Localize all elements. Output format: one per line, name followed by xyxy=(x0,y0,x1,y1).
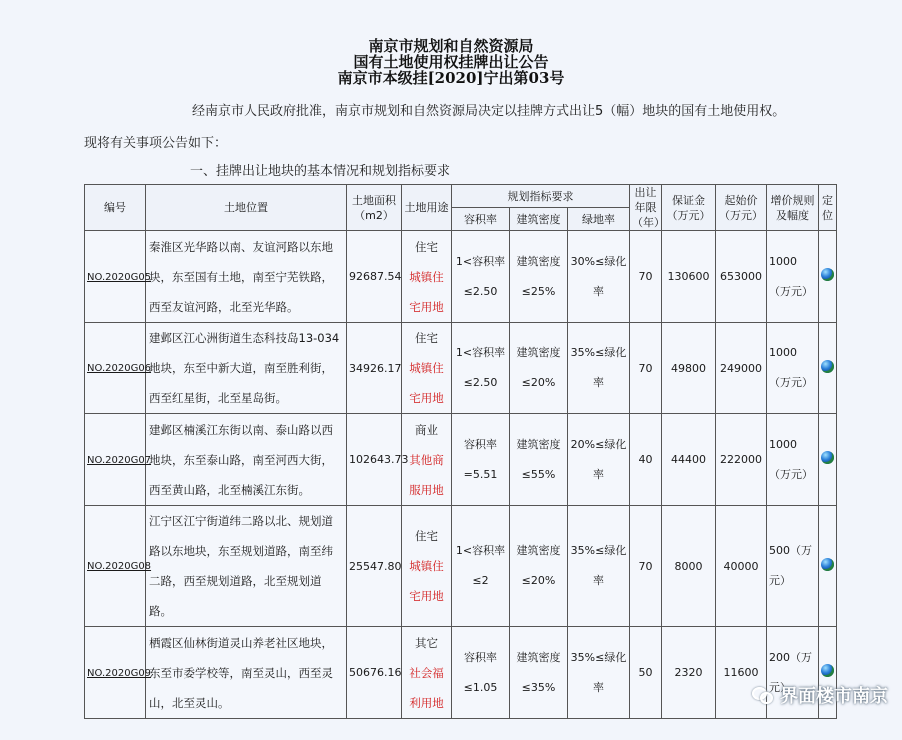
parcel-use xyxy=(402,506,452,627)
table-row xyxy=(85,323,837,414)
parcel-increment: 200（万元） xyxy=(767,627,819,719)
parcel-green: 30%≤绿化率 xyxy=(568,231,630,323)
parcel-far: 1<容积率≤2.50 xyxy=(452,231,510,323)
parcel-start-price: 222000 xyxy=(716,414,767,506)
parcel-far: 1<容积率≤2.50 xyxy=(452,323,510,414)
parcel-area: 50676.16 xyxy=(347,627,402,719)
parcel-deposit: 44400 xyxy=(662,414,716,506)
parcel-location: 栖霞区仙林街道灵山养老社区地块，东至市委学校等，南至灵山，西至灵山，北至灵山。 xyxy=(146,627,347,719)
header-code: 编号 xyxy=(85,185,146,231)
parcel-use xyxy=(402,231,452,323)
section-heading: 一、挂牌出让地块的基本情况和规划指标要求 xyxy=(190,164,451,179)
parcel-code[interactable] xyxy=(85,323,152,414)
parcel-area: 34926.17 xyxy=(347,323,402,414)
title-notice: 国有土地使用权挂牌出让公告 xyxy=(353,53,549,71)
parcel-use xyxy=(402,323,452,414)
table-row xyxy=(85,414,837,506)
header-plan-group: 规划指标要求 xyxy=(452,185,630,208)
parcel-location: 江宁区江宁街道纬二路以北、规划道路以东地块，东至规划道路，南至纬二路，西至规划道路，北至规划道路。 xyxy=(146,506,347,627)
parcel-density: 建筑密度≤25% xyxy=(510,231,568,323)
parcel-start-price: 249000 xyxy=(716,323,767,414)
parcel-increment: 1000（万元） xyxy=(767,231,819,323)
parcel-deposit: 8000 xyxy=(662,506,716,627)
parcel-green: 35%≤绿化率 xyxy=(568,506,630,627)
globe-icon[interactable] xyxy=(821,451,834,464)
parcel-far: 1<容积率≤2 xyxy=(452,506,510,627)
intro-approval: 经南京市人民政府批准，南京市规划和自然资源局决定以挂牌方式出让5（幅）地块的国有土地使用权。 xyxy=(192,104,786,119)
parcel-code[interactable] xyxy=(85,627,152,719)
parcel-deposit: 130600 xyxy=(662,231,716,323)
parcel-start-price: 40000 xyxy=(716,506,767,627)
parcel-start-price: 653000 xyxy=(716,231,767,323)
title-bureau: 南京市规划和自然资源局 xyxy=(368,37,534,55)
use-detail: 其他商服用地 xyxy=(409,452,444,497)
parcel-term: 50 xyxy=(630,627,662,719)
table-row xyxy=(85,231,837,323)
parcel-location: 建邺区楠溪江东街以南、泰山路以西地块，东至泰山路，南至河西大街，西至黄山路，北至楠溪江东街。 xyxy=(146,414,347,506)
parcel-density: 建筑密度≤55% xyxy=(510,414,568,506)
header-density: 建筑密度 xyxy=(510,208,568,231)
parcel-location: 建邺区江心洲街道生态科技岛13-034地块，东至中新大道，南至胜利街，西至红星街，北至星岛街。 xyxy=(146,323,347,414)
table-header-row xyxy=(85,185,837,208)
parcel-green: 20%≤绿化率 xyxy=(568,414,630,506)
parcel-locate[interactable] xyxy=(819,323,837,414)
intro-announce: 现将有关事项公告如下： xyxy=(84,136,228,151)
watermark xyxy=(752,682,888,708)
table-row xyxy=(85,627,837,719)
parcel-term: 40 xyxy=(630,414,662,506)
parcel-locate[interactable] xyxy=(819,506,837,627)
parcel-green: 35%≤绿化率 xyxy=(568,627,630,719)
use-detail: 城镇住宅用地 xyxy=(409,361,444,405)
notice-titles xyxy=(0,38,902,86)
parcel-use xyxy=(402,414,452,506)
use-detail: 城镇住宅用地 xyxy=(409,269,444,314)
parcel-term: 70 xyxy=(630,323,662,414)
header-use: 土地用途 xyxy=(402,185,452,231)
parcel-code-link[interactable]: NO.2020G08 xyxy=(87,561,152,572)
parcel-term: 70 xyxy=(630,506,662,627)
header-area: 土地面积（m2） xyxy=(347,185,402,231)
parcel-locate[interactable] xyxy=(819,231,837,323)
parcel-far: 容积率≤1.05 xyxy=(452,627,510,719)
parcel-density: 建筑密度≤20% xyxy=(510,323,568,414)
parcel-code-link[interactable]: NO.2020G05 xyxy=(87,271,152,283)
parcel-deposit: 49800 xyxy=(662,323,716,414)
parcel-increment: 1000（万元） xyxy=(767,323,819,414)
header-far: 容积率 xyxy=(452,208,510,231)
parcel-area: 92687.54 xyxy=(347,231,402,323)
use-detail: 社会福利用地 xyxy=(409,665,444,710)
parcel-deposit: 2320 xyxy=(662,627,716,719)
parcel-green: 35%≤绿化率 xyxy=(568,323,630,414)
parcel-location: 秦淮区光华路以南、友谊河路以东地块，东至国有土地，南至宁芜铁路，西至友谊河路，北至光华路。 xyxy=(146,231,347,323)
use-main: 住宅 xyxy=(415,239,438,254)
parcel-code-link[interactable]: NO.2020G07 xyxy=(87,454,152,466)
header-deposit: 保证金（万元） xyxy=(662,185,716,231)
header-location: 土地位置 xyxy=(146,185,347,231)
parcel-density: 建筑密度≤35% xyxy=(510,627,568,719)
parcel-code-link[interactable]: NO.2020G09 xyxy=(87,667,152,679)
header-increment: 增价规则及幅度 xyxy=(767,185,819,231)
parcel-increment: 1000（万元） xyxy=(767,414,819,506)
parcel-code-link[interactable]: NO.2020G06 xyxy=(87,363,152,374)
parcel-code[interactable] xyxy=(85,506,152,627)
use-main: 住宅 xyxy=(415,331,438,345)
use-main: 其它 xyxy=(415,635,438,650)
use-main: 商业 xyxy=(415,422,438,437)
parcel-area: 102643.73 xyxy=(347,414,402,506)
parcel-term: 70 xyxy=(630,231,662,323)
parcel-code[interactable] xyxy=(85,414,152,506)
header-locate: 定位 xyxy=(819,185,837,231)
parcel-start-price: 11600 xyxy=(716,627,767,719)
parcel-use xyxy=(402,627,452,719)
header-green: 绿地率 xyxy=(568,208,630,231)
header-start-price: 起始价（万元） xyxy=(716,185,767,231)
header-term: 出让年限（年） xyxy=(630,185,662,231)
watermark-text: 界面楼市南京 xyxy=(780,686,888,707)
use-main: 住宅 xyxy=(415,529,438,543)
parcel-density: 建筑密度≤20% xyxy=(510,506,568,627)
parcel-area: 25547.80 xyxy=(347,506,402,627)
globe-icon[interactable] xyxy=(821,360,834,373)
title-number: 南京市本级挂[2020]宁出第03号 xyxy=(337,69,565,87)
wechat-icon xyxy=(752,687,774,703)
parcel-table xyxy=(84,184,837,719)
table-row xyxy=(85,506,837,627)
globe-icon[interactable] xyxy=(821,664,834,677)
use-detail: 城镇住宅用地 xyxy=(409,559,444,603)
parcel-far: 容积率=5.51 xyxy=(452,414,510,506)
globe-icon[interactable] xyxy=(821,268,834,281)
parcel-code[interactable] xyxy=(85,231,152,323)
parcel-locate[interactable] xyxy=(819,414,837,506)
globe-icon[interactable] xyxy=(821,558,834,571)
parcel-increment: 500（万元） xyxy=(767,506,819,627)
